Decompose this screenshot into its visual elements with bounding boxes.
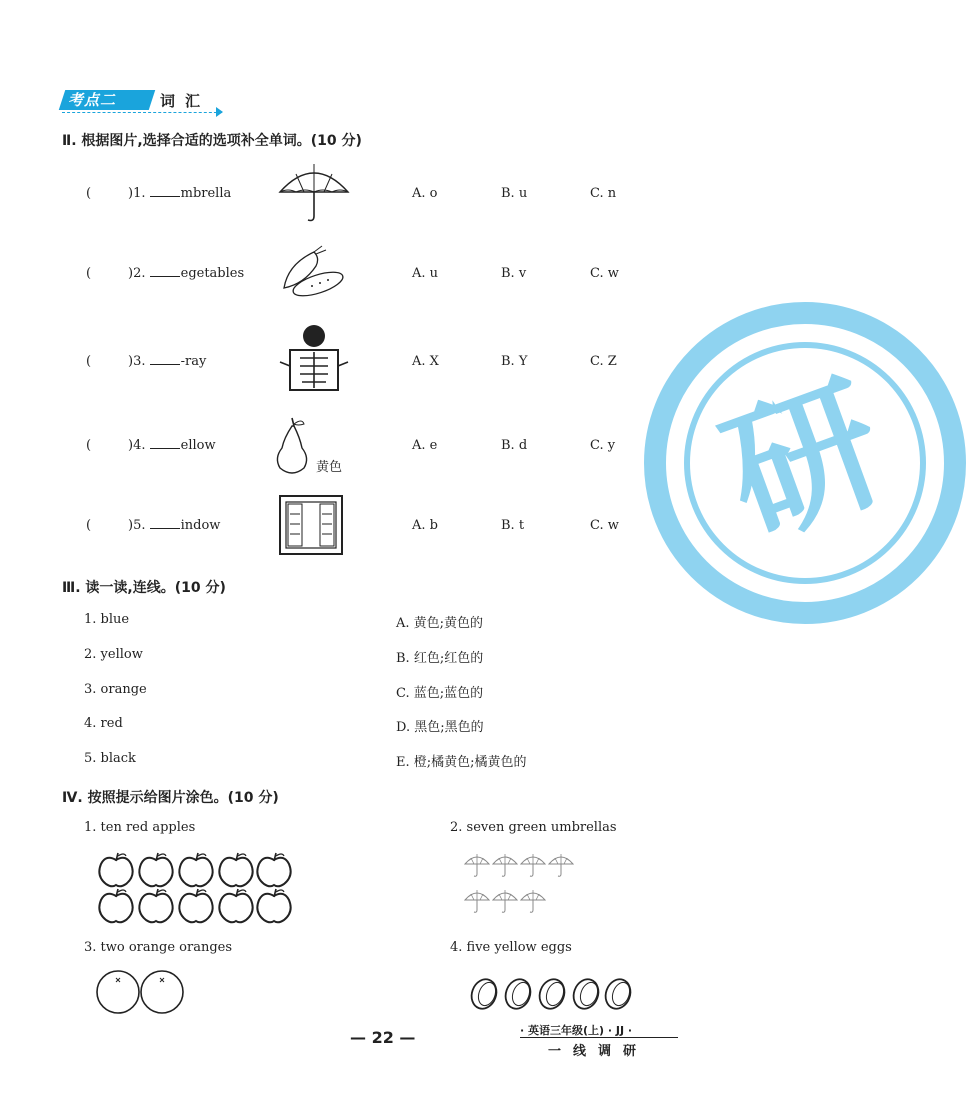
match-left-5[interactable]: 5. black: [84, 751, 136, 766]
option-b[interactable]: B. Y: [501, 354, 528, 369]
book-subtitle: · 英语三年级(上) · JJ ·: [520, 1024, 633, 1037]
orange-icon: [97, 971, 139, 1013]
question-4: )4. ellow: [128, 438, 216, 453]
match-left-2[interactable]: 2. yellow: [84, 647, 143, 662]
answer-bracket[interactable]: (: [86, 438, 116, 453]
apple-icon: [219, 853, 252, 886]
option-a[interactable]: A. b: [412, 518, 438, 533]
topic-title: 词汇: [160, 92, 211, 110]
match-left-4[interactable]: 4. red: [84, 716, 123, 731]
pear-icon: [272, 414, 314, 478]
answer-bracket[interactable]: (: [86, 354, 116, 369]
umbrellas-group[interactable]: [462, 850, 582, 926]
umbrella-icon: [549, 854, 573, 876]
apple-icon: [179, 853, 212, 886]
option-b[interactable]: B. v: [501, 266, 527, 281]
option-c[interactable]: C. y: [590, 438, 616, 453]
topic-tag: 考点二: [59, 90, 155, 110]
eggs-group[interactable]: [466, 974, 636, 1014]
apple-icon: [99, 853, 132, 886]
question-2: )2. egetables: [128, 266, 245, 281]
umbrella-icon: [465, 890, 489, 912]
question-1: )1. mbrella: [128, 186, 232, 201]
egg-icon: [502, 976, 535, 1012]
umbrella-icon: [521, 890, 545, 912]
option-b[interactable]: B. t: [501, 518, 525, 533]
section3-title: Ⅲ. 读一读,连线。(10 分): [62, 580, 226, 596]
option-c[interactable]: C. Z: [590, 354, 617, 369]
oranges-group[interactable]: [96, 968, 190, 1016]
egg-icon: [602, 976, 635, 1012]
coloring-task-2: 2. seven green umbrellas: [450, 820, 617, 835]
apple-icon: [257, 853, 290, 886]
option-a[interactable]: A. X: [412, 354, 439, 369]
section2-title: Ⅱ. 根据图片,选择合适的选项补全单词。(10 分): [62, 133, 362, 149]
option-c[interactable]: C. w: [590, 518, 619, 533]
umbrella-icon: [465, 854, 489, 876]
match-right-b[interactable]: B. 红色;红色的: [396, 651, 484, 666]
coloring-task-4: 4. five yellow eggs: [450, 940, 572, 955]
pear-caption: 黄色: [316, 460, 343, 475]
match-left-1[interactable]: 1. blue: [84, 612, 130, 627]
xray-icon: [276, 322, 352, 392]
page-number: — 22 —: [350, 1028, 416, 1047]
apples-group[interactable]: [96, 850, 292, 926]
match-left-3[interactable]: 3. orange: [84, 682, 147, 697]
option-c[interactable]: C. n: [590, 186, 617, 201]
footer-divider: [520, 1037, 678, 1038]
answer-bracket[interactable]: (: [86, 266, 116, 281]
option-a[interactable]: A. u: [412, 266, 439, 281]
coloring-task-1: 1. ten red apples: [84, 820, 196, 835]
umbrella-icon: [493, 890, 517, 912]
match-right-a[interactable]: A. 黄色;黄色的: [396, 616, 484, 631]
option-b[interactable]: B. u: [501, 186, 528, 201]
apple-icon: [219, 889, 252, 922]
egg-icon: [536, 976, 569, 1012]
apple-icon: [139, 889, 172, 922]
header-divider: [62, 112, 222, 113]
section4-title: Ⅳ. 按照提示给图片涂色。(10 分): [62, 790, 279, 806]
question-3: )3. -ray: [128, 354, 207, 369]
match-right-d[interactable]: D. 黑色;黑色的: [396, 720, 484, 735]
apple-icon: [99, 889, 132, 922]
option-a[interactable]: A. e: [412, 438, 438, 453]
match-right-c[interactable]: C. 蓝色;蓝色的: [396, 686, 484, 701]
brand-name: 一线调研: [548, 1044, 649, 1059]
option-b[interactable]: B. d: [501, 438, 528, 453]
umbrella-icon: [276, 160, 352, 226]
apple-icon: [139, 853, 172, 886]
coloring-task-3: 3. two orange oranges: [84, 940, 233, 955]
umbrella-icon: [493, 854, 517, 876]
egg-icon: [468, 976, 501, 1012]
vegetables-icon: [278, 244, 350, 300]
answer-bracket[interactable]: (: [86, 518, 116, 533]
answer-bracket[interactable]: (: [86, 186, 116, 201]
stamp-char: 研: [704, 354, 905, 570]
apple-icon: [179, 889, 212, 922]
orange-icon: [141, 971, 183, 1013]
option-a[interactable]: A. o: [412, 186, 438, 201]
research-stamp: [640, 298, 970, 628]
egg-icon: [570, 976, 603, 1012]
question-5: )5. indow: [128, 518, 221, 533]
apple-icon: [257, 889, 290, 922]
match-right-e[interactable]: E. 橙;橘黄色;橘黄色的: [396, 755, 527, 770]
arrow-icon: [216, 107, 223, 117]
option-c[interactable]: C. w: [590, 266, 619, 281]
window-icon: [278, 494, 344, 556]
umbrella-icon: [521, 854, 545, 876]
